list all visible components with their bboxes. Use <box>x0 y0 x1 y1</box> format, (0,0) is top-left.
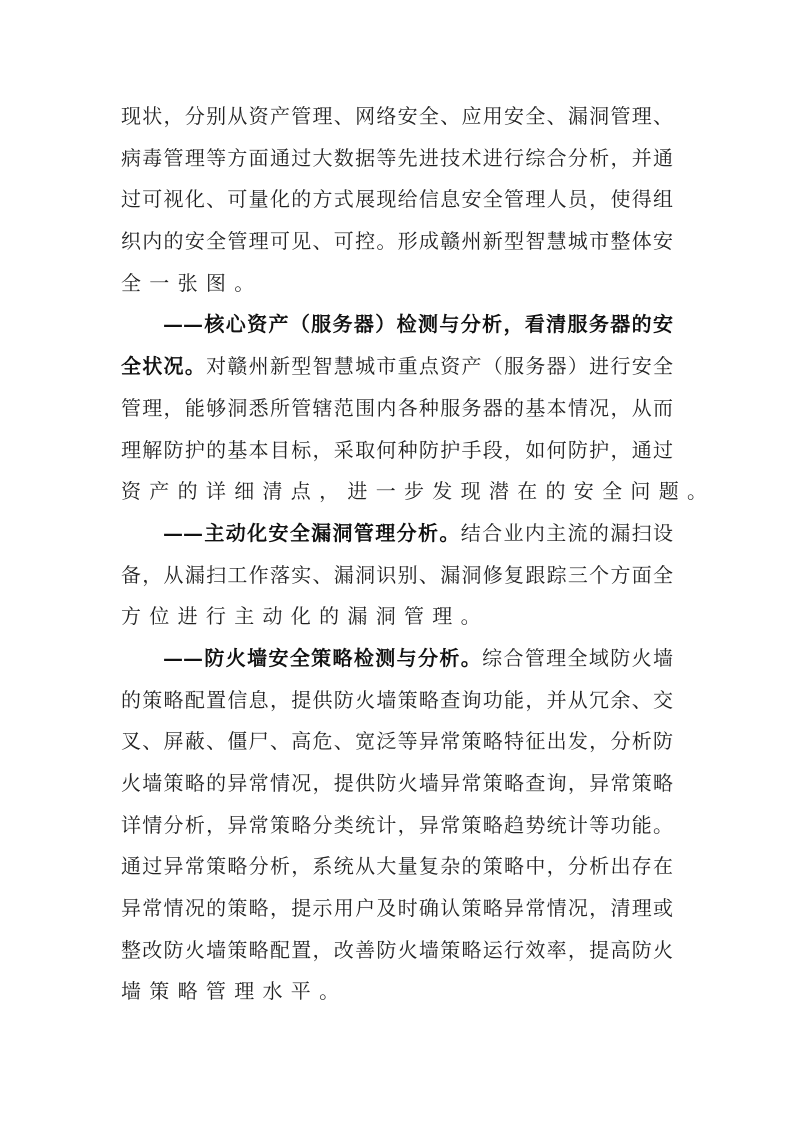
text-line <box>121 513 673 555</box>
paragraph <box>121 638 673 1013</box>
paragraph <box>121 304 716 512</box>
body-text: 详情分析，异常策略分类统计，异常策略趋势统计等功能。 <box>121 812 673 837</box>
body-text: 对赣州新型智慧城市重点资产（服务器）进行安全 <box>206 354 674 379</box>
text-line <box>121 471 716 513</box>
body-text: 过可视化、可量化的方式展现给信息安全管理人员，使得组 <box>121 187 673 212</box>
text-line <box>121 221 673 263</box>
bold-lead-text: ——防火墙安全策略检测与分析。 <box>163 645 483 670</box>
text-line <box>121 763 673 805</box>
text-line <box>121 346 673 388</box>
text-line <box>121 888 673 930</box>
text-line <box>121 971 673 1013</box>
text-line <box>121 304 673 346</box>
text-line <box>121 388 673 430</box>
text-line <box>121 430 673 472</box>
body-text: 理解防护的基本目标，采取何种防护手段，如何防护，通过 <box>121 437 673 462</box>
body-text: 整改防火墙策略配置，改善防火墙策略运行效率，提高防火 <box>121 937 673 962</box>
body-text: 全一张图。 <box>121 270 263 295</box>
body-text: 备，从漏扫工作落实、漏洞识别、漏洞修复跟踪三个方面全 <box>121 562 673 587</box>
body-text: 叉、屏蔽、僵尸、高危、宽泛等异常策略特征出发，分析防 <box>121 729 673 754</box>
text-line <box>121 638 673 680</box>
body-text: 病毒管理等方面通过大数据等先进技术进行综合分析，并通 <box>121 145 673 170</box>
body-text: 火墙策略的异常情况，提供防火墙异常策略查询，异常策略 <box>121 771 673 795</box>
body-text: 墙策略管理水平。 <box>121 979 348 1004</box>
body-text: 异常情况的策略，提示用户及时确认策略异常情况，清理或 <box>121 896 673 921</box>
text-line <box>121 680 673 722</box>
body-text: 综合管理全域防火墙 <box>482 645 674 670</box>
body-text: 管理，能够洞悉所管辖范围内各种服务器的基本情况，从而 <box>121 395 673 420</box>
text-line <box>121 805 673 847</box>
text-line <box>121 596 673 638</box>
text-line <box>121 179 673 221</box>
body-text: 资产的详细清点，进一步发现潜在的安全问题。 <box>121 479 716 504</box>
document-body <box>121 96 716 1013</box>
text-line <box>121 721 673 763</box>
text-line <box>121 930 673 972</box>
paragraph <box>121 513 673 638</box>
body-text: 的策略配置信息，提供防火墙策略查询功能，并从冗余、交 <box>121 687 673 712</box>
text-line <box>121 846 673 888</box>
body-text: 结合业内主流的漏扫设 <box>460 520 674 545</box>
body-text: 织内的安全管理可见、可控。形成赣州新型智慧城市整体安 <box>121 229 673 254</box>
bold-lead-text: ——核心资产（服务器）检测与分析，看清服务器的安 <box>163 312 673 337</box>
body-text: 通过异常策略分析，系统从大量复杂的策略中，分析出存在 <box>121 854 673 879</box>
bold-lead-text: ——主动化安全漏洞管理分析。 <box>163 520 461 545</box>
body-text: 现状，分别从资产管理、网络安全、应用安全、漏洞管理、 <box>121 104 673 128</box>
text-line <box>121 96 673 138</box>
paragraph <box>121 96 673 304</box>
body-text: 方位进行主动化的漏洞管理。 <box>121 604 489 629</box>
text-line <box>121 263 673 305</box>
text-line <box>121 138 673 180</box>
text-line <box>121 555 673 597</box>
bold-lead-text: 全状况。 <box>121 354 207 379</box>
